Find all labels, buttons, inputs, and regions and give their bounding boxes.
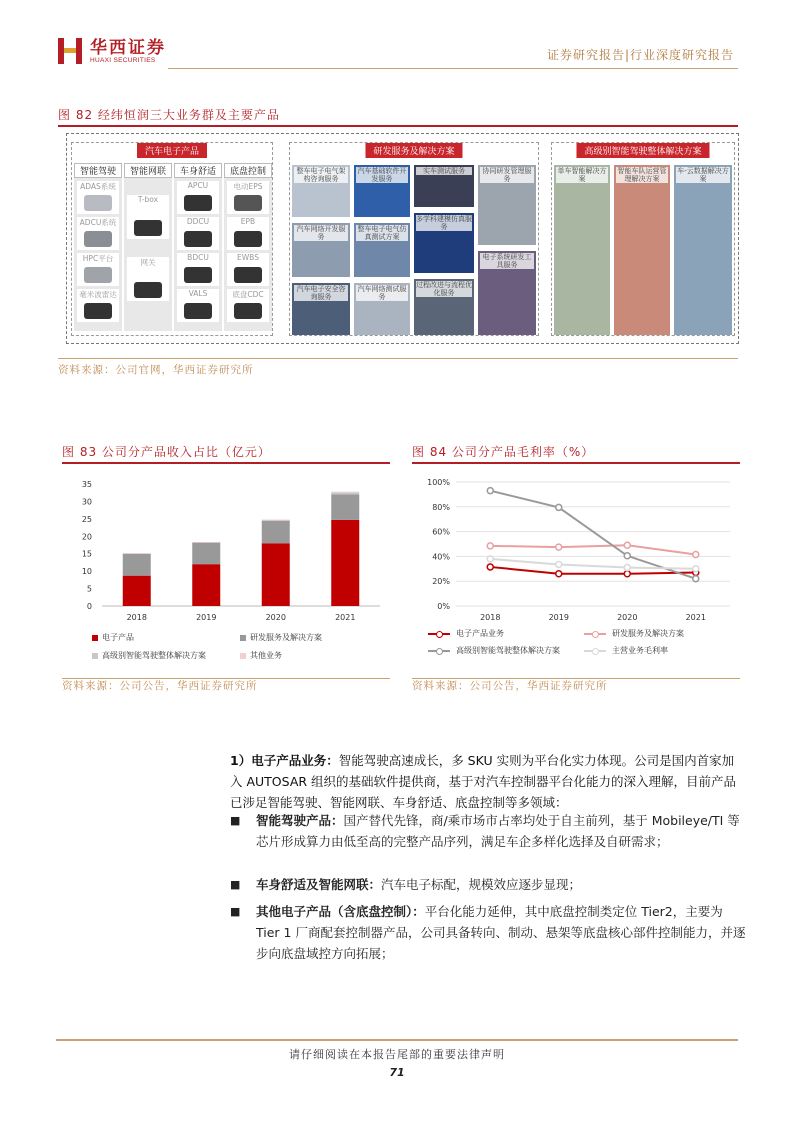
bar-segment — [331, 492, 359, 493]
x-tick-label: 2020 — [265, 613, 286, 622]
fig84-top-rule — [412, 462, 740, 464]
y-tick-label: 0% — [437, 602, 450, 611]
product-item: 底盘CDC — [227, 289, 269, 322]
bar-segment — [262, 543, 290, 606]
legend-entry — [428, 645, 560, 656]
legend-entry — [92, 632, 134, 643]
solution-tile: 车-云数据解决方案 — [674, 165, 732, 335]
product-item: ADAS系统 — [77, 181, 119, 214]
data-point — [556, 544, 562, 550]
y-tick-label: 100% — [427, 478, 450, 487]
bar-segment — [331, 492, 359, 494]
service-tile: 汽车基础软件开发服务 — [354, 165, 410, 217]
series-line — [490, 545, 696, 554]
legend-swatch — [584, 647, 606, 655]
bar-segment — [262, 520, 290, 521]
legend-entry — [240, 632, 322, 643]
bullet-marker: ■ — [230, 905, 241, 918]
bar-segment — [123, 553, 151, 554]
data-point — [487, 543, 493, 549]
y-tick-label: 60% — [432, 527, 450, 537]
header-divider — [168, 68, 738, 69]
data-point — [556, 561, 562, 567]
legend-label: 高级别智能驾驶整体解决方案 — [102, 651, 206, 660]
fig83-caption: 图 83 公司分产品收入占比（亿元） — [62, 445, 271, 459]
bullet-text: 国产替代先锋，商/乘市场市占率均处于自主前列，基于 Mobileye/TI 等芯片形成算力由低至高的完整产品序列，满足车企多样化选择及自研需求； — [256, 813, 740, 849]
column-body-comfort — [174, 165, 222, 331]
fig83-source: 资料来源：公司公告，华西证券研究所 — [62, 680, 258, 692]
data-point — [693, 566, 699, 572]
logo-text-cn: 华西证券 — [90, 37, 166, 58]
column-smart-driving — [74, 165, 122, 331]
service-tile: 电子系统研发工具服务 — [478, 251, 536, 335]
product-item: EWBS — [227, 253, 269, 286]
bar-segment — [192, 564, 220, 606]
y-tick-label: 15 — [81, 549, 92, 559]
solution-tile: 单车智能解决方案 — [554, 165, 610, 335]
legend-label: 研发服务及解决方案 — [250, 633, 322, 642]
column-chassis — [224, 165, 272, 331]
y-tick-label: 20 — [81, 532, 92, 542]
legend-label: 电子产品 — [102, 633, 134, 642]
product-item: HPC平台 — [77, 253, 119, 286]
paragraph-text: 智能驾驶高速成长，多 SKU 实则为平台化实力体现。公司是国内首家加入 AUTOSAR 组织的基础软件提供商，基于对汽车控制器平台化能力的深入理解，目前产品已涉足智能驾驶、智能网联、车身舒适、底盘控制等多领域： — [230, 753, 737, 810]
bar-segment — [123, 576, 151, 606]
legend-swatch — [92, 653, 98, 659]
y-tick-label: 80% — [432, 502, 450, 512]
column-head: 智能驾驶 — [74, 163, 122, 178]
bar-segment — [331, 494, 359, 519]
service-tile: 协同研发管理服务 — [478, 165, 536, 245]
group-title: 研发服务及解决方案 — [365, 143, 462, 158]
x-tick-label: 2019 — [196, 613, 217, 622]
column-connectivity — [124, 165, 172, 331]
legend-entry — [584, 645, 668, 656]
data-point — [624, 553, 630, 559]
bullet-marker: ■ — [230, 878, 241, 891]
bar-segment — [262, 521, 290, 543]
y-tick-label: 5 — [86, 584, 92, 594]
legend-swatch — [428, 630, 450, 638]
group-title: 汽车电子产品 — [137, 143, 207, 158]
bar-segment — [192, 542, 220, 543]
service-tile: 整车电子电气架构咨询服务 — [292, 165, 350, 217]
legend-label: 其他业务 — [250, 651, 282, 660]
fig83-chart — [62, 468, 390, 628]
x-tick-label: 2019 — [548, 613, 569, 622]
legend-swatch — [428, 647, 450, 655]
data-point — [487, 564, 493, 570]
legend-entry — [240, 650, 282, 661]
bullet-text: 汽车电子标配，规模效应逐步显现； — [381, 877, 582, 892]
data-point — [556, 504, 562, 510]
bar-segment — [262, 520, 290, 521]
product-item: APCU — [177, 181, 219, 214]
bullet-smart-driving — [256, 810, 746, 852]
company-logo — [56, 36, 166, 66]
x-tick-label: 2018 — [480, 613, 501, 622]
column-head: 智能网联 — [124, 163, 172, 178]
legend-label: 主营业务毛利率 — [612, 646, 668, 655]
legend-swatch — [92, 635, 98, 641]
fig82-source: 资料来源：公司官网，华西证券研究所 — [58, 364, 254, 376]
bar-segment — [192, 543, 220, 565]
bar-segment — [123, 554, 151, 576]
service-tile: 整车电子电气仿真测试方案 — [354, 223, 410, 277]
margin-line-chart — [412, 468, 740, 628]
legend-label: 研发服务及解决方案 — [612, 629, 684, 638]
service-tile: 汽车网络测试服务 — [354, 283, 410, 335]
product-item: ADCU系统 — [77, 217, 119, 250]
bullet-marker: ■ — [230, 814, 241, 827]
product-item: 毫米波雷达 — [77, 289, 119, 322]
group-title: 高级别智能驾驶整体解决方案 — [576, 143, 709, 158]
legend-entry — [584, 628, 684, 639]
y-tick-label: 0 — [86, 602, 92, 611]
legend-swatch — [584, 630, 606, 638]
y-tick-label: 40% — [432, 552, 450, 562]
y-tick-label: 10 — [81, 567, 92, 577]
fig82-bottom-rule — [58, 358, 738, 359]
service-tile: 汽车电子安全咨询服务 — [292, 283, 350, 335]
fig82-top-rule — [58, 125, 738, 127]
fig82-diagram — [66, 133, 739, 344]
fig83-top-rule — [62, 462, 390, 464]
bullet-text: 平台化能力延伸，其中底盘控制类定位 Tier2，主要为 Tier 1 厂商配套控制器产品，公司具备转向、制动、悬架等底盘核心部件控制能力，并逐步向底盘域控方向拓展； — [256, 904, 746, 961]
bullet-lead: 智能驾驶产品： — [256, 813, 344, 828]
product-item: VALS — [177, 289, 219, 322]
data-point — [693, 552, 699, 558]
paragraph-lead: 1）电子产品业务： — [230, 753, 339, 768]
fig82-caption: 图 82 经纬恒润三大业务群及主要产品 — [58, 108, 280, 122]
legend-swatch — [240, 653, 246, 659]
legend-label: 高级别智能驾驶整体解决方案 — [456, 646, 560, 655]
legend-entry — [428, 628, 504, 639]
bar-segment — [331, 520, 359, 606]
product-item: 网关 — [127, 257, 169, 301]
paragraph-electronics — [230, 750, 746, 813]
product-item: BDCU — [177, 253, 219, 286]
logo-text-en: HUAXI SECURITIES — [90, 56, 156, 64]
revenue-stacked-bar-chart — [62, 468, 390, 628]
service-tile: 过程改进与流程优化服务 — [414, 279, 474, 335]
y-tick-label: 20% — [432, 577, 450, 587]
series-line — [490, 559, 696, 569]
legend-label: 电子产品业务 — [456, 629, 504, 638]
page-number: 71 — [389, 1066, 405, 1079]
group-auto-electronics — [71, 142, 273, 336]
data-point — [487, 556, 493, 562]
bullet-lead: 其他电子产品（含底盘控制）： — [256, 904, 425, 919]
fig84-source: 资料来源：公司公告，华西证券研究所 — [412, 680, 608, 692]
y-tick-label: 30 — [81, 497, 92, 507]
x-tick-label: 2021 — [685, 613, 706, 622]
column-head: 车身舒适 — [174, 163, 222, 178]
data-point — [487, 488, 493, 494]
bullet-body-comfort — [256, 874, 746, 895]
column-head: 底盘控制 — [224, 163, 272, 178]
product-item: DDCU — [177, 217, 219, 250]
solution-tile: 智能车队运营管理解决方案 — [614, 165, 670, 335]
fig84-caption: 图 84 公司分产品毛利率（%） — [412, 445, 595, 459]
data-point — [624, 571, 630, 577]
y-tick-label: 35 — [81, 480, 92, 489]
x-tick-label: 2021 — [335, 613, 356, 622]
product-item: T-box — [127, 195, 169, 239]
x-tick-label: 2020 — [617, 613, 638, 622]
data-point — [693, 576, 699, 582]
legend-swatch — [240, 635, 246, 641]
bullet-other-electronics — [256, 901, 746, 964]
huaxi-logo-icon — [56, 36, 84, 66]
group-rd-services — [289, 142, 539, 336]
service-tile: 汽车网络开发服务 — [292, 223, 350, 277]
group-autonomous-solutions — [551, 142, 735, 336]
legend-entry — [92, 650, 206, 661]
report-type: 证券研究报告|行业深度研究报告 — [546, 48, 734, 62]
data-point — [624, 542, 630, 548]
data-point — [624, 565, 630, 571]
product-item: EPB — [227, 217, 269, 250]
data-point — [556, 571, 562, 577]
footer-divider — [56, 1039, 738, 1041]
product-item: 电动EPS — [227, 181, 269, 214]
service-tile: 多学科建模仿真服务 — [414, 213, 474, 273]
legal-notice: 请仔细阅读在本报告尾部的重要法律声明 — [289, 1048, 505, 1061]
bullet-lead: 车身舒适及智能网联： — [256, 877, 382, 892]
y-tick-label: 25 — [81, 514, 92, 524]
x-tick-label: 2018 — [126, 613, 147, 622]
service-tile: 实车测试服务 — [414, 165, 474, 207]
fig84-chart — [412, 468, 740, 628]
